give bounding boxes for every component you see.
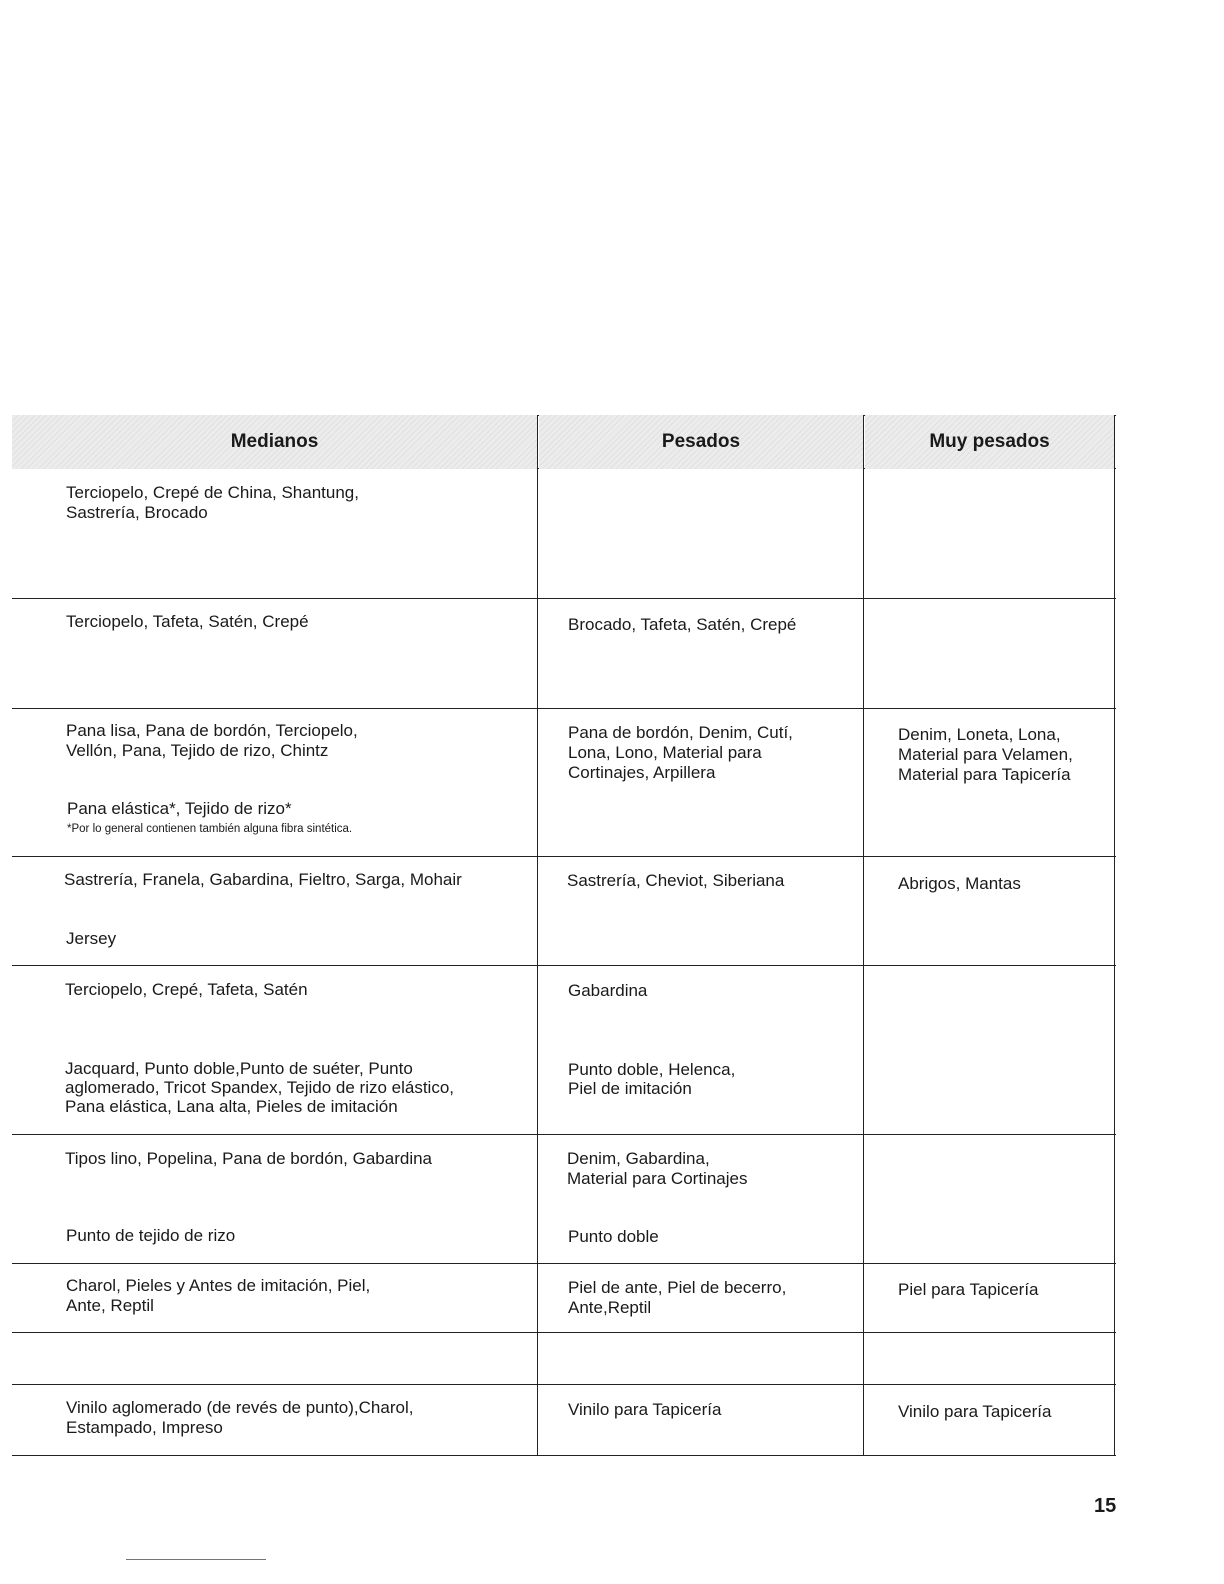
cell-pesados: Sastrería, Cheviot, Siberiana <box>567 871 785 890</box>
cell-pesados: Gabardina <box>568 981 648 1000</box>
table-rule <box>12 965 1116 966</box>
cell-pesados: Brocado, Tafeta, Satén, Crepé <box>568 615 797 634</box>
cell-pesados: Piel de ante, Piel de becerro, Ante,Reptil <box>568 1278 787 1317</box>
cell-medianos-secondary: Jacquard, Punto doble,Punto de suéter, Punto aglomerado, Tricot Spandex, Tejido de rizo elástico, Pana elástica, Lana alta, Pieles de imitación <box>65 1059 455 1116</box>
header-muy-pesados: Muy pesados <box>865 415 1114 469</box>
fabric-table <box>12 415 1116 1457</box>
cell-muy-pesados: Piel para Tapicería <box>898 1280 1039 1299</box>
cell-medianos-secondary: Punto de tejido de rizo <box>66 1226 236 1245</box>
column-divider <box>537 415 538 1455</box>
cell-medianos: Terciopelo, Crepé de China, Shantung, Sastrería, Brocado <box>66 483 359 522</box>
table-rule <box>12 598 1116 599</box>
cell-pesados: Pana de bordón, Denim, Cutí, Lona, Lono, Material para Cortinajes, Arpillera <box>568 723 793 782</box>
cell-medianos: Charol, Pieles y Antes de imitación, Piel, Ante, Reptil <box>66 1276 371 1315</box>
header-medianos: Medianos <box>12 415 537 469</box>
footer-rule <box>126 1559 266 1560</box>
cell-muy-pesados: Abrigos, Mantas <box>898 874 1021 893</box>
cell-pesados: Vinilo para Tapicería <box>568 1400 722 1419</box>
cell-medianos-secondary: Pana elástica*, Tejido de rizo* <box>67 799 292 818</box>
cell-medianos: Tipos lino, Popelina, Pana de bordón, Gabardina <box>65 1149 433 1168</box>
table-rule <box>12 1263 1116 1264</box>
cell-medianos: Sastrería, Franela, Gabardina, Fieltro, Sarga, Mohair <box>64 870 462 889</box>
header-pesados: Pesados <box>539 415 863 469</box>
cell-medianos: Terciopelo, Tafeta, Satén, Crepé <box>66 612 309 631</box>
cell-pesados: Denim, Gabardina, Material para Cortinajes <box>567 1149 748 1188</box>
page-number: 15 <box>1094 1495 1117 1517</box>
column-divider <box>1114 415 1115 1455</box>
cell-muy-pesados: Denim, Loneta, Lona, Material para Velamen, Material para Tapicería <box>898 725 1073 784</box>
cell-medianos-secondary: Jersey <box>66 929 117 948</box>
cell-medianos: Terciopelo, Crepé, Tafeta, Satén <box>65 980 308 999</box>
cell-pesados-secondary: Punto doble <box>568 1227 659 1246</box>
cell-medianos: Pana lisa, Pana de bordón, Terciopelo, Vellón, Pana, Tejido de rizo, Chintz <box>66 721 358 760</box>
footnote: *Por lo general contienen también alguna fibra sintética. <box>67 823 353 835</box>
table-rule <box>12 1134 1116 1135</box>
cell-muy-pesados: Vinilo para Tapicería <box>898 1402 1052 1421</box>
table-rule <box>12 1332 1116 1333</box>
column-divider <box>863 415 864 1455</box>
cell-pesados-secondary: Punto doble, Helenca, Piel de imitación <box>568 1060 736 1098</box>
table-rule <box>12 1384 1116 1385</box>
table-rule <box>12 1455 1116 1456</box>
table-rule <box>12 708 1116 709</box>
cell-medianos: Vinilo aglomerado (de revés de punto),Charol, Estampado, Impreso <box>66 1398 414 1437</box>
table-rule <box>12 856 1116 857</box>
